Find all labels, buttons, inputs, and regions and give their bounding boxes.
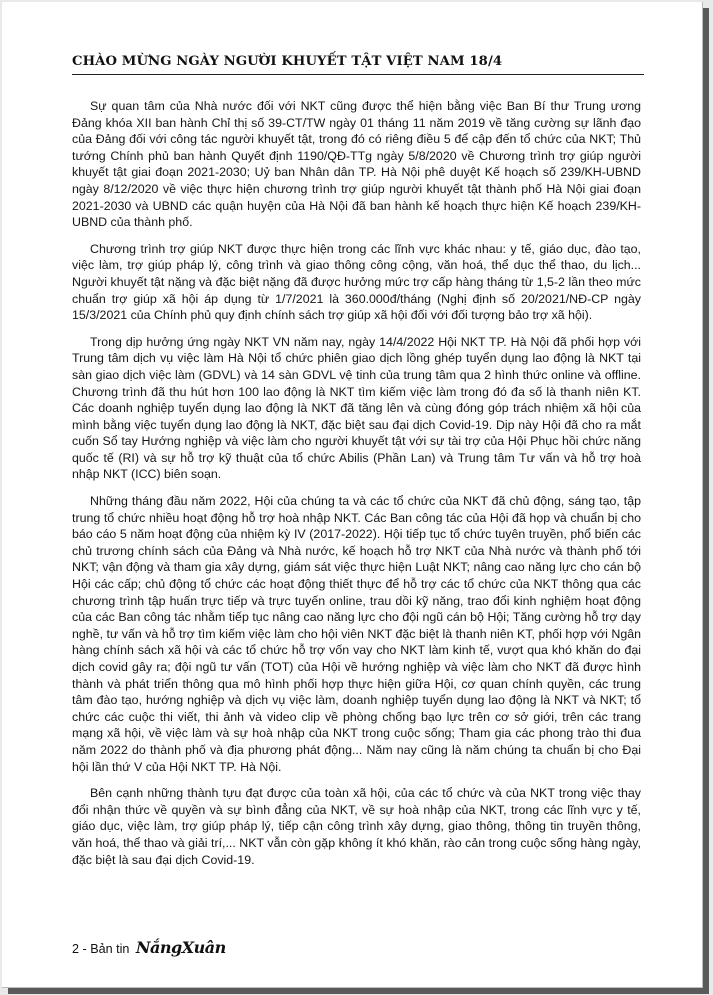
document-page: [2, 2, 703, 988]
paragraph-5: Bên cạnh những thành tựu đạt được của toàn xã hội, của các tổ chức và của NKT trong việc thay đổi nhận thức về quyền và sự bình đẳng của NKT, về sự hoà nhập của NKT, trong các lĩnh vực y tế, giáo dục, việc làm, trợ giúp pháp lý, tiếp cận công trình xây dựng, giao thông, thông tin truyền thông, văn hoá, thể thao và giải trí,... NKT vẫn còn gặp không ít khó khăn, rào cản trong cuộc sống hàng ngày, đặc biệt là sau đại dịch Covid-19.: [72, 786, 641, 867]
header-rule: [72, 74, 644, 75]
paragraph-3: Trong dịp hưởng ứng ngày NKT VN năm nay, ngày 14/4/2022 Hội NKT TP. Hà Nội đã phối hợp với Trung tâm dịch vụ việc làm Hà Nội tổ chức phiên giao dịch lồng ghép tuyển dụng lao động là NKT tại sàn giao dịch việc làm (GDVL) và 14 sàn GDVL vệ tinh của trung tâm qua 2 hình thức online và offline. Chương trình đã thu hút hơn 100 lao động là NKT tìm kiếm việc làm trong đó đa số là thanh niên KT. Các doanh nghiệp tuyển dụng lao động là NKT đã tăng lên và cùng đóng góp trách nhiệm xã hội của mình bằng việc tuyển dụng lao động là NKT, đặc biệt sau đại dịch Covid-19. Dịp này Hội đã cho ra mắt cuốn Sổ tay Hướng nghiệp và việc làm cho người khuyết tật với sự tài trợ của Hội Phục hồi chức năng quốc tế (RI) và sự hỗ trợ kỹ thuật của tổ chức Abilis (Phần Lan) và Trung tâm Tư vấn và hỗ trợ hoà nhập NKT (ICC) biên soạn.: [72, 334, 641, 482]
article-body: [72, 98, 641, 878]
newsletter-logo: NắngXuân: [135, 938, 226, 957]
paragraph-4: Những tháng đầu năm 2022, Hội của chúng ta và các tổ chức của NKT đã chủ động, sáng tạo, tập trung tổ chức nhiều hoạt động hỗ trợ hoà nhập NKT. Các Ban công tác của Hội đã họp và chuẩn bị cho báo cáo 5 năm hoạt động của nhiệm kỳ IV (2017-2022). Hội tiếp tục tổ chức tuyên truyền, phổ biến các chủ trương chính sách của Đảng và Nhà nước, kế hoạch hỗ trợ NKT của Nhà nước và thành phố tới NKT; vận động và tham gia xây dựng, giám sát việc thực hiện Luật NKT; nâng cao năng lực cho cán bộ Hội các cấp; chủ động tổ chức các hoạt động thiết thực để hỗ trợ các tổ chức của NKT thông qua các chương trình tập huấn trực tiếp và trực tuyến online, trau dồi kỹ năng, trao đổi kinh nghiệm hoạt động của các Ban công tác nhằm tiếp tục nâng cao năng lực cho đội ngũ cán bộ Hội; Tăng cường hỗ trợ dạy nghề, tư vấn và hỗ trợ tìm kiếm việc làm cho hội viên NKT đặc biệt là thanh niên KT, phối hợp với Ngân hàng chính sách xã hội và các tổ chức hỗ trợ vốn vay cho NKT làm kinh tế, vượt qua khó khăn do đại dịch covid gây ra; đội ngũ tư vấn (TOT) của Hội về hướng nghiệp và việc làm cho NKT đã được hình thành và phát triển thông qua mô hình phối hợp thực hiện giữa Hội, cơ quan chính quyền, các trung tâm đào tạo, hướng nghiệp và dịch vụ việc làm, doanh nghiệp tuyển dụng lao động là NKT và NKT; tổ chức các cuộc thi viết, thi ảnh và video clip về phòng chống bạo lực trên cơ sở giới, trên các trang mạng xã hội, về việc làm và sự hoà nhập của NKT trong cuộc sống; Tham gia các phong trào thi đua năm 2022 do thành phố và địa phương phát động... Năm nay cũng là năm chúng ta chuẩn bị cho Đại hội lần thứ V của Hội NKT TP. Hà Nội.: [72, 494, 641, 774]
page-number-label: 2 - Bản tin: [72, 942, 130, 956]
page-footer: [72, 938, 226, 957]
paragraph-1: Sự quan tâm của Nhà nước đối với NKT cũng được thể hiện bằng việc Ban Bí thư Trung ương Đảng khóa XII ban hành Chỉ thị số 39-CT/TW ngày 01 tháng 11 năm 2019 về tăng cường sự lãnh đạo của Đảng đối với công tác người khuyết tật, trong đó có riêng điều 5 để cập đến tổ chức của NKT; Thủ tướng Chính phủ ban hành Quyết định 1190/QĐ-TTg ngày 5/8/2020 về Chương trình trợ giúp người khuyết tật giai đoạn 2021-2030; Uỷ ban Nhân dân TP. Hà Nội phê duyệt Kế hoạch số 239/KH-UBND ngày 8/12/2020 về việc thực hiện chương trình trợ giúp người khuyết tật thành phố Hà Nội giai đoạn 2021-2030 và UBND các quận huyện của Hà Nội đã ban hành kế hoạch thực hiện Kế hoạch 239/KH-UBND của thành phố.: [72, 99, 641, 230]
page-header-title: CHÀO MỪNG NGÀY NGƯỜI KHUYẾT TẬT VIỆT NAM 18/4: [72, 54, 503, 69]
paragraph-2: Chương trình trợ giúp NKT được thực hiện trong các lĩnh vực khác nhau: y tế, giáo dục, đào tạo, việc làm, trợ giúp pháp lý, công trình và giao thông công cộng, văn hoá, thể dục thể thao, du lịch... Người khuyết tật nặng và đặc biệt nặng đã được hưởng mức trợ cấp hàng tháng từ 1,5-2 lần theo mức chuẩn trợ giúp xã hội áp dụng từ 1/7/2021 là 360.000đ/tháng (Nghị định số 20/2021/NĐ-CP ngày 15/3/2021 của Chính phủ quy định chính sách trợ giúp xã hội đối với đối tượng bảo trợ xã hội).: [72, 241, 641, 323]
